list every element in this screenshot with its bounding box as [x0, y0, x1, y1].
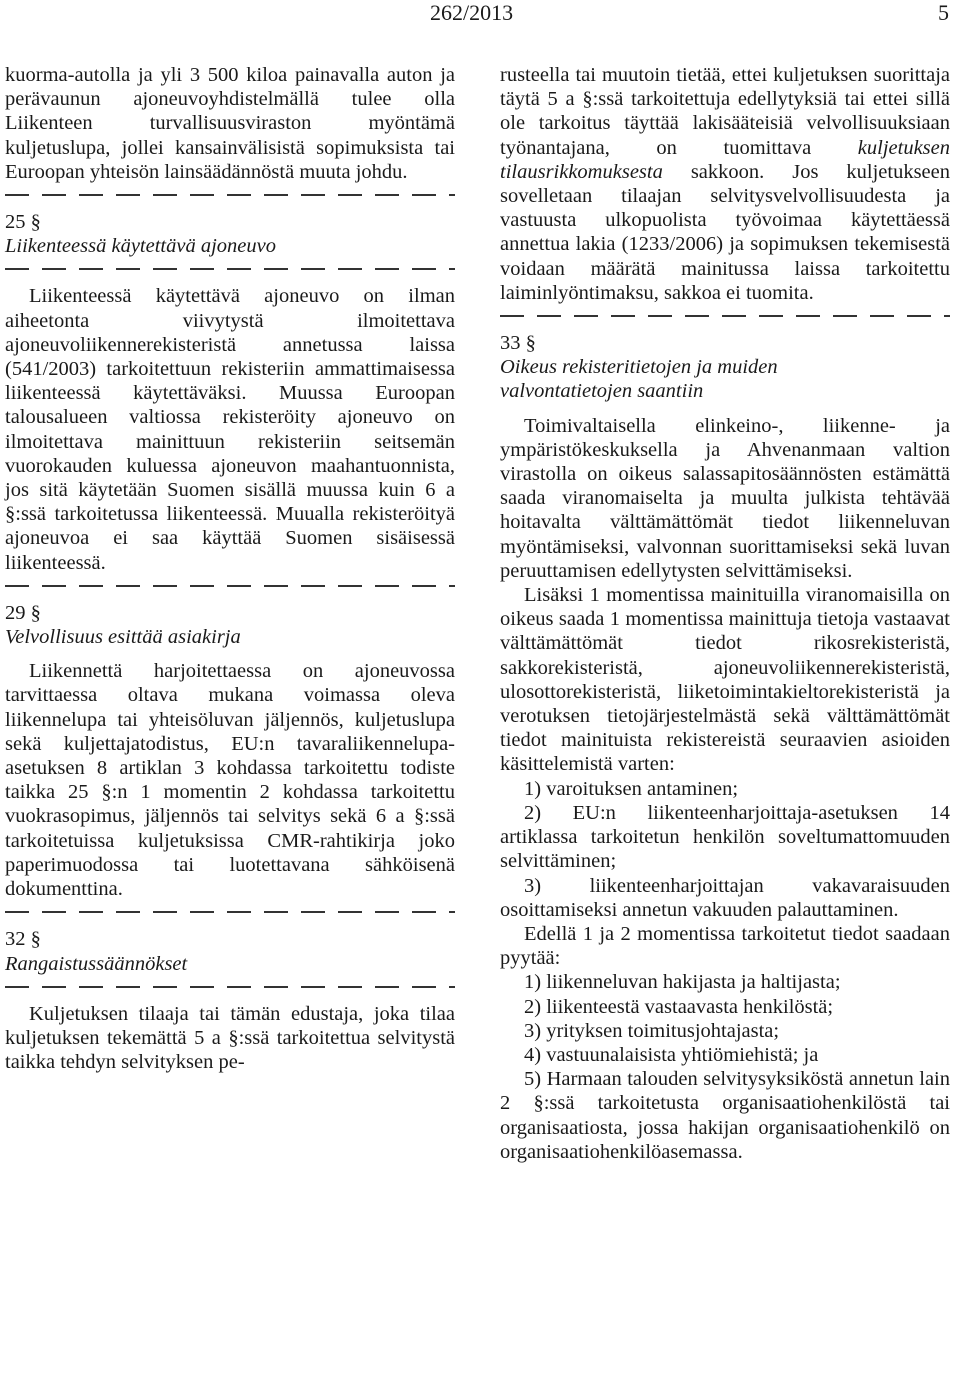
section-29-number: 29 § [5, 601, 41, 624]
offence-name: kuljetuksen tilausrikkomuksesta [500, 136, 950, 183]
section-33-title [500, 355, 950, 403]
section-25-title: Liikenteessä käytettävä ajoneuvo [5, 235, 276, 258]
list-item: 2) liikenteestä vastaavasta henkilöstä; [524, 995, 834, 1018]
section-divider [5, 911, 455, 913]
section-33-paragraph-1: Toimivaltaisella elinkeino-, liikenne- ja ympäristökeskuksella ja Ahvenanmaan valtion virastolla on oikeus salassapitosäännösten estämättä saada viranomaiselta ja muulta julkista tehtävää hoitavalta välttämättömät tiedot liikenneluvan myöntämiseksi, valvonnan suorittamiseksi sekä luvan peruuttamisen edellytysten selvittämiseksi. [500, 414, 950, 582]
continuation-text-b: sakkoon. Jos kuljetukseen sovelletaan tilaajan selvitysvelvollisuudesta ja vastuusta ulkopuolista työvoimaa käytettäessä annettua lakia (1233/2006) ja sopimuksen tekemisestä voidaan määrätä mainitussa laissa tarkoitettu laiminlyöntimaksu, sakkoa ei tuomita. [500, 160, 950, 304]
section-divider [5, 585, 455, 587]
section-32-body: Kuljetuksen tilaaja tai tämän edustaja, joka tilaa kuljetuksen tekemättä 5 a §:ssä tarkoitettua selvitystä taikka tehdyn selvityksen pe- [5, 1002, 455, 1074]
section-divider [5, 268, 455, 270]
list-item: 3) yrityksen toimitusjohtajasta; [524, 1019, 780, 1042]
section-29-heading [5, 601, 455, 649]
section-33-paragraph-2: Lisäksi 1 momentissa mainituilla viranomaisilla on oikeus saada 1 momentissa mainittuja tietoja vastaavat välttämättömät tiedot rikosrekisteristä, sakkorekisteristä, ajoneuvoliikennerekisteristä, ulosottorekisteristä, liiketoimintakieltorekisteristä ja verotuksen tietojärjestelmästä sekä välttämättömät tiedot mainituista rekistereistä seuraavien asioiden käsittelemistä varten: [500, 584, 950, 776]
continuation-text-a: rusteella tai muutoin tietää, ettei kuljetuksen suorittaja täytä 5 a §:ssä tarkoitettuja edellytyksiä tai ettei sillä ole tarkoitus täyttää lakisääteisiä velvollisuuksiaan työnantajana, on tuomittava [500, 64, 950, 159]
section-29-title: Velvollisuus esittää asiakirja [5, 626, 241, 649]
section-32-title: Rangaistussäännökset [5, 952, 188, 975]
left-column [5, 63, 455, 1074]
list-item: 1) varoituksen antaminen; [524, 777, 739, 800]
section-divider [500, 315, 950, 317]
document-number: 262/2013 [430, 0, 514, 25]
section-29-body: Liikennettä harjoitettaessa on ajoneuvossa tarvittaessa oltava mukana voimassa oleva liikennelupa tai yhteisöluvan jäljennös, kuljetuslupa sekä kuljettajatodistus, EU:n tavaraliikennelupa-asetuksen 8 artiklan 3 kohdassa tarkoitettu todiste taikka 25 §:n 1 momentin 2 kohdassa tarkoitettu vuokrasopimus, jäljennös tai selvitys sekä 6 a §:ssä tarkoitetuissa kuljetuksissa CMR-rahtikirja joko paperimuodossa tai luotettavana sähköisenä dokumenttina. [5, 660, 455, 901]
section-32-continuation [500, 63, 950, 305]
intro-paragraph: kuorma-autolla ja yli 3 500 kiloa painavalla auton ja perävaunun ajoneuvoyhdistelmällä tulee olla Liikenteen turvallisuusviraston myöntämä kuljetuslupa, jollei kansainvälisistä sopimuksista tai Euroopan yhteisön lainsäädännöstä muuta johdu. [5, 64, 455, 183]
list-item: 3) liikenteenharjoittajan vakavaraisuuden osoittamiseksi annetun vakuuden palauttaminen. [500, 874, 950, 921]
list-item: 4) vastuunalaisista yhtiömiehistä; ja [524, 1043, 819, 1066]
section-33-paragraph-3: Edellä 1 ja 2 momentissa tarkoitetut tiedot saadaan pyytää: [500, 922, 950, 970]
list-item: 5) Harmaan talouden selvitysyksiköstä annetun lain 2 §:ssä tarkoitetusta organisaatiohenkilöstä tai organisaatiosta, jossa hakijan organisaatiohenkilö on organisaatiohenkilöasemassa. [500, 1068, 950, 1163]
section-33-number: 33 § [500, 332, 536, 355]
page-number: 5 [938, 0, 949, 25]
section-divider [5, 986, 455, 988]
list-item: 1) liikenneluvan hakijasta ja haltijasta; [524, 971, 841, 994]
section-32-heading [5, 927, 455, 975]
section-33-title-line2: valvontatietojen saantiin [500, 380, 704, 403]
section-33-heading [500, 331, 950, 404]
section-divider [5, 194, 455, 196]
list-item: 2) EU:n liikenteenharjoittaja-asetuksen 14 artiklassa tarkoitetun henkilön soveltumattomuuden selvittäminen; [500, 801, 950, 873]
section-25-body: Liikenteessä käytettävä ajoneuvo on ilman aiheetonta viivytystä ilmoitettava ajoneuvoliikennerekisteristä annetussa laissa (541/2003) tarkoitettuun rekisteriin ammattimaisessa liikenteessä käytettäväksi. Muussa Euroopan talousalueen valtiossa rekisteröity ajoneuvo on ilmoitettava mainittuun rekisteriin seitsemän vuorokauden kuluessa ajoneuvon maahantuonnista, jos sitä käytetään Suomen sisällä muussa kuin 6 a §:ssä tarkoitetussa liikenteessä. Muualla rekisteröityä ajoneuvoa ei saa käyttää Suomen sisäisessä liikenteessä. [5, 285, 455, 574]
section-32-number: 32 § [5, 928, 41, 951]
section-33-title-line1: Oikeus rekisteritietojen ja muiden [500, 356, 778, 379]
section-25-heading [5, 210, 455, 258]
section-25-number: 25 § [5, 211, 41, 234]
right-column [500, 63, 950, 1164]
